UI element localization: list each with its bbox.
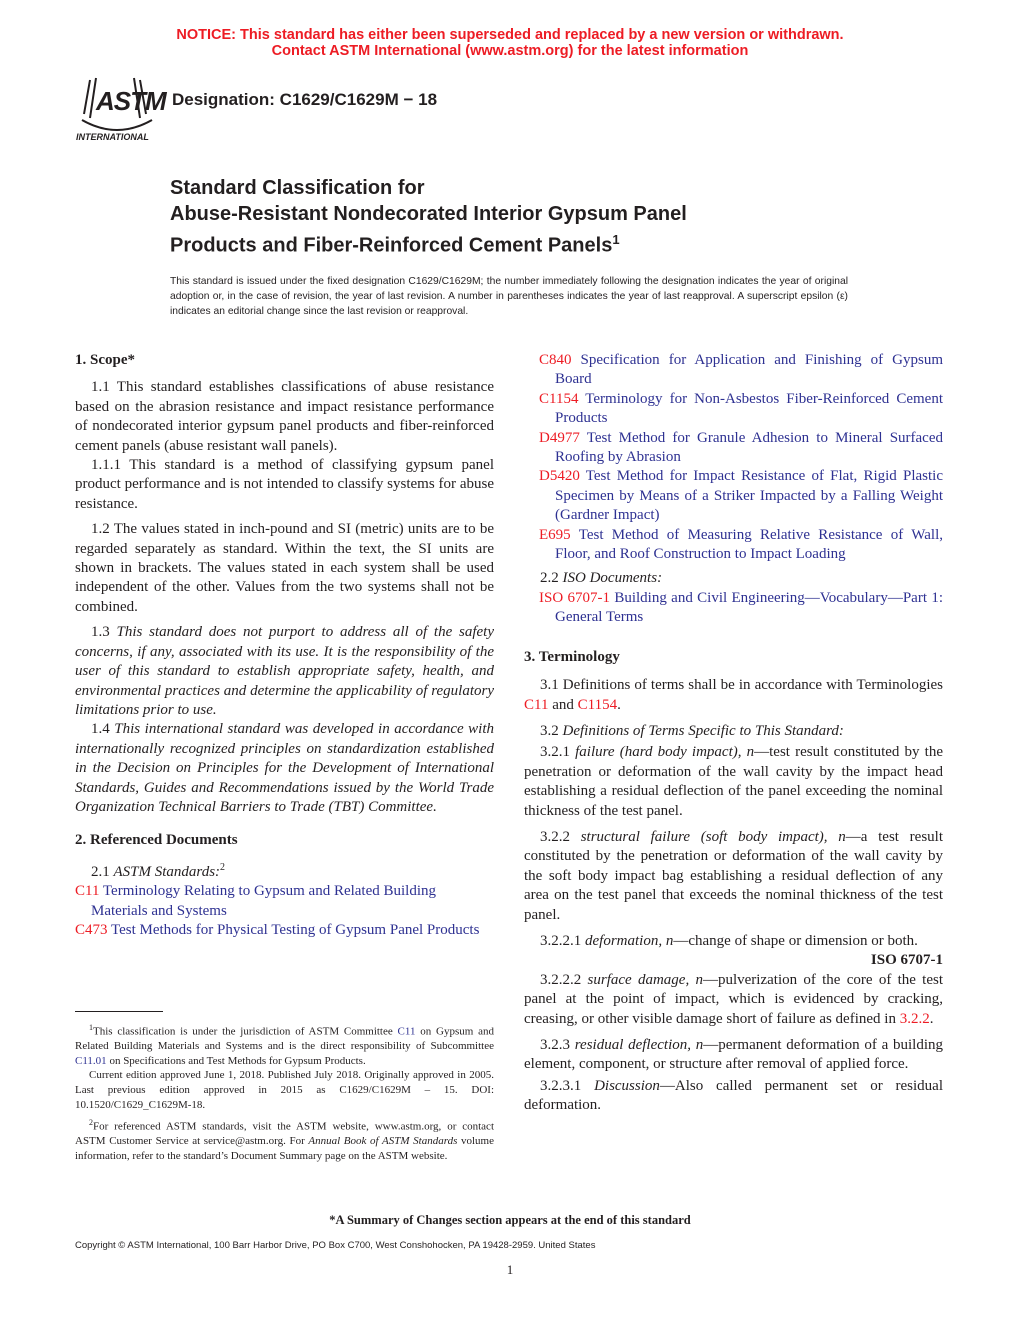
copyright: Copyright © ASTM International, 100 Barr Harbor Drive, PO Box C700, West Conshohocken, PA 19428-2959. United States	[75, 1240, 596, 1251]
para-3-1-text: 3.1 Definitions of terms shall be in accordance with Terminologies	[540, 677, 943, 694]
para-1-3-text: This standard does not purport to address all of the safety concerns, if any, associated with its use. It is the responsibility of the user of this standard to establish appropriate safety, health, and environmental practices and determine the applicability of regulatory limitations prior to use.	[75, 624, 495, 718]
footnote-2-italic: Annual Book of ASTM Standards	[308, 1135, 458, 1148]
ref-c1154-code[interactable]: C1154	[539, 390, 579, 407]
para-2-1-number: 2.1	[91, 863, 114, 880]
title-line-2: Abuse-Resistant Nondecorated Interior Gypsum Panel	[170, 203, 687, 225]
para-3-2-2-1-text: —change of shape or dimension or both.	[673, 932, 918, 949]
para-3-2-2-1-number: 3.2.2.1	[540, 932, 585, 949]
terminology-heading: 3. Terminology	[524, 648, 620, 665]
footnote-1-text-b: on Gypsum and Related Building Materials and Systems and is the direct responsibility of Subcommittee	[75, 1025, 494, 1053]
footnote-2-marker: 2	[89, 1118, 93, 1128]
ref-c11[interactable]	[75, 882, 494, 921]
title-line-3: Products and Fiber-Reinforced Cement Panels	[170, 234, 613, 257]
logo-sub-text: INTERNATIONAL	[76, 132, 149, 142]
ref-e695-code[interactable]: E695	[539, 526, 571, 543]
ref-iso-title[interactable]: Building and Civil Engineering—Vocabulary—Part 1: General Terms	[555, 589, 943, 626]
para-3-2-2	[524, 828, 943, 925]
para-3-2-3-number: 3.2.3	[540, 1037, 575, 1053]
para-3-2-2-2-text: —pulverization of the core of the test panel at the point of impact, which is evidenced by cracking, creasing, or other visible damage short of failure as defined in	[524, 971, 944, 1027]
title-footnote-marker: 1	[612, 232, 620, 247]
ref-e695-title[interactable]: Test Method of Measuring Relative Resistance of Wall, Floor, and Roof Construction to Impact Loading	[555, 526, 943, 563]
para-3-2-3-1-term: Discussion	[594, 1077, 660, 1094]
footnote-1-marker: 1	[89, 1023, 93, 1032]
para-3-1-and: and	[548, 696, 578, 713]
para-1-1-1: 1.1.1 This standard is a method of classifying gypsum panel product performance and is not intended to classify systems for abuse resistance.	[75, 457, 494, 512]
ref-d4977-title[interactable]: Test Method for Granule Adhesion to Mineral Surfaced Roofing by Abrasion	[555, 429, 943, 466]
para-3-2-2-1-source: ISO 6707-1	[870, 952, 943, 969]
ref-c1154-title[interactable]: Terminology for Non-Asbestos Fiber-Reinforced Cement Products	[555, 390, 943, 427]
para-1-3-number: 1.3	[91, 624, 117, 641]
ref-c473-code[interactable]: C473	[75, 921, 108, 938]
para-3-2-2-term: structural failure (soft body impact), n	[580, 828, 846, 845]
ref-d4977[interactable]	[524, 429, 943, 468]
ref-c840-code[interactable]: C840	[539, 352, 572, 368]
para-1-4-number: 1.4	[91, 721, 115, 738]
para-3-2-3-text: —permanent deformation of a building element, component, or structure after removal of applied force.	[524, 1037, 943, 1073]
para-3-2-3-term: residual deflection, n	[574, 1037, 704, 1053]
document-title	[170, 175, 890, 259]
para-3-1	[524, 676, 943, 715]
title-line-1: Standard Classification for	[170, 177, 425, 199]
references-heading: 2. Referenced Documents	[75, 832, 238, 849]
footnote-2	[75, 1116, 494, 1163]
notice-line-2: Contact ASTM International (www.astm.org) for the latest information	[271, 43, 749, 59]
ref-iso-code[interactable]: ISO 6707-1	[539, 589, 610, 606]
ref-d5420[interactable]	[524, 467, 943, 525]
para-1-1: 1.1 This standard establishes classifications of abuse resistance based on the abrasion resistance and impact resistance performance of nondecorated interior gypsum panel products and fiber-reinforced cement panels (abuse resistant wall panels).	[75, 379, 494, 454]
ref-c840[interactable]	[524, 351, 943, 390]
ref-c840-title[interactable]: Specification for Application and Finishing of Gypsum Board	[555, 352, 943, 388]
ref-c473[interactable]	[75, 921, 494, 940]
footnote-1-link-c1101[interactable]: C11.01	[75, 1054, 107, 1067]
footnote-2-text-b: volume information, refer to the standard’s Document Summary page on the ASTM website.	[75, 1135, 494, 1163]
footnotes	[75, 1021, 494, 1164]
astm-logo	[72, 74, 166, 146]
para-3-2-2-2-number: 3.2.2.2	[540, 971, 588, 988]
para-2-1	[75, 858, 494, 882]
ref-d5420-title[interactable]: Test Method for Impact Resistance of Flat, Rigid Plastic Specimen by Means of a Striker Impacted by a Falling Weight (Gardner Impact)	[555, 468, 943, 524]
para-1-3	[75, 623, 494, 720]
para-2-1-text: ASTM Standards:	[113, 863, 221, 880]
para-3-2-2-1-term: deformation, n	[585, 932, 674, 949]
footnote-1-text-c: on Specifications and Test Methods for Gypsum Products.	[106, 1054, 366, 1067]
para-3-2-3	[524, 1036, 943, 1075]
issuance-statement: This standard is issued under the fixed designation C1629/C1629M; the number immediately following the designation indicates the year of original adoption or, in the case of revision, the year of last revision. A number in parentheses indicates the year of last reapproval. A superscript epsilon (ε) indicates an editorial change since the last revision or reapproval.	[170, 276, 848, 317]
logo-mark-text: ASTM	[96, 86, 166, 116]
para-3-2-2-number: 3.2.2	[540, 828, 581, 845]
ref-iso-6707-1[interactable]	[524, 589, 943, 628]
para-3-2-1-number: 3.2.1	[540, 744, 576, 761]
scope-heading: 1. Scope*	[75, 352, 135, 368]
para-1-2: 1.2 The values stated in inch-pound and SI (metric) units are to be regarded separately as standard. Within the text, the SI units are shown in brackets. The values stated in each system shall be used independent of the other. Values from the two systems shall not be combined.	[75, 521, 494, 615]
footnote-1-text-a: This classification is under the jurisdiction of ASTM Committee	[93, 1025, 398, 1038]
para-3-2-1-term: failure (hard body impact), n	[575, 744, 755, 761]
para-1-4	[75, 720, 494, 817]
para-3-2-3-1-text: —Also called permanent set or residual deformation.	[524, 1077, 944, 1114]
ref-c473-title[interactable]: Test Methods for Physical Testing of Gypsum Panel Products	[107, 921, 480, 938]
para-3-2-1-text: —test result constituted by the penetration or deformation of the wall cavity by the impact head establishing a residual deflection of the panel exceeding the nominal thickness of the test panel.	[524, 744, 943, 819]
footnote-1-edition: Current edition approved June 1, 2018. Published July 2018. Originally approved in 2005. Last previous edition approved in 2015 as C1629/C1629M – 15. DOI: 10.1520/C1629_C1629M-18.	[75, 1069, 494, 1111]
right-column	[524, 351, 943, 1116]
para-3-1-link-c11[interactable]: C11	[524, 696, 549, 713]
summary-of-changes-note: *A Summary of Changes section appears at the end of this standard	[329, 1213, 691, 1227]
para-2-2-text: ISO Documents:	[562, 570, 663, 587]
para-3-2-2-2-term: surface damage, n	[587, 971, 703, 988]
para-3-2-text: Definitions of Terms Specific to This Standard:	[562, 722, 844, 739]
para-3-2-2-2-end: .	[929, 1010, 934, 1027]
para-3-2-2-2-link[interactable]: 3.2.2	[899, 1010, 930, 1027]
para-1-4-text: This international standard was developed in accordance with internationally recognized principles on standardization established in the Decision on Principles for the Development of International Standards, Guides and Recommendations issued by the World Trade Organization Technical Barriers to Trade (TBT) Committee.	[75, 721, 494, 815]
footnote-rule	[75, 1011, 163, 1012]
para-3-2-2-2	[524, 971, 943, 1029]
footnote-2-text-a: For referenced ASTM standards, visit the ASTM website, www.astm.org, or contact ASTM Customer Service at service@astm.org. For	[75, 1120, 494, 1148]
notice-line-1: NOTICE: This standard has either been superseded and replaced by a new version or withdrawn.	[176, 27, 844, 43]
footnote-1-link-c11[interactable]: C11	[397, 1025, 416, 1038]
ref-c11-code[interactable]: C11	[75, 883, 100, 900]
para-3-2	[524, 722, 943, 741]
footnote-1	[75, 1021, 494, 1068]
para-3-1-link-c1154[interactable]: C1154	[577, 696, 618, 713]
left-column	[75, 351, 494, 940]
ref-c11-title[interactable]: Terminology Relating to Gypsum and Related Building Materials and Systems	[91, 883, 437, 919]
ref-d4977-code[interactable]: D4977	[539, 429, 580, 446]
designation: Designation: C1629/C1629M − 18	[172, 90, 438, 109]
ref-d5420-code[interactable]: D5420	[539, 468, 580, 485]
para-3-1-end: .	[617, 696, 621, 713]
para-3-2-number: 3.2	[540, 722, 563, 739]
para-2-1-footnote-marker: 2	[220, 861, 226, 873]
para-3-2-1	[524, 743, 943, 821]
para-2-2-number: 2.2	[540, 570, 563, 587]
para-3-2-3-1	[524, 1077, 943, 1116]
page-number: 1	[506, 1262, 514, 1277]
para-3-2-3-1-number: 3.2.3.1	[540, 1077, 595, 1094]
ref-e695[interactable]	[524, 526, 943, 565]
para-3-2-2-text: —a test result constituted by the penetration or deformation of the wall cavity by the soft body impact bag establishing a residual deflection of any area on the test panel that exceeds the nominal thickness of the test panel.	[524, 828, 943, 923]
para-3-2-2-1	[524, 932, 943, 969]
ref-c1154[interactable]	[524, 390, 943, 429]
para-2-2	[524, 569, 943, 588]
